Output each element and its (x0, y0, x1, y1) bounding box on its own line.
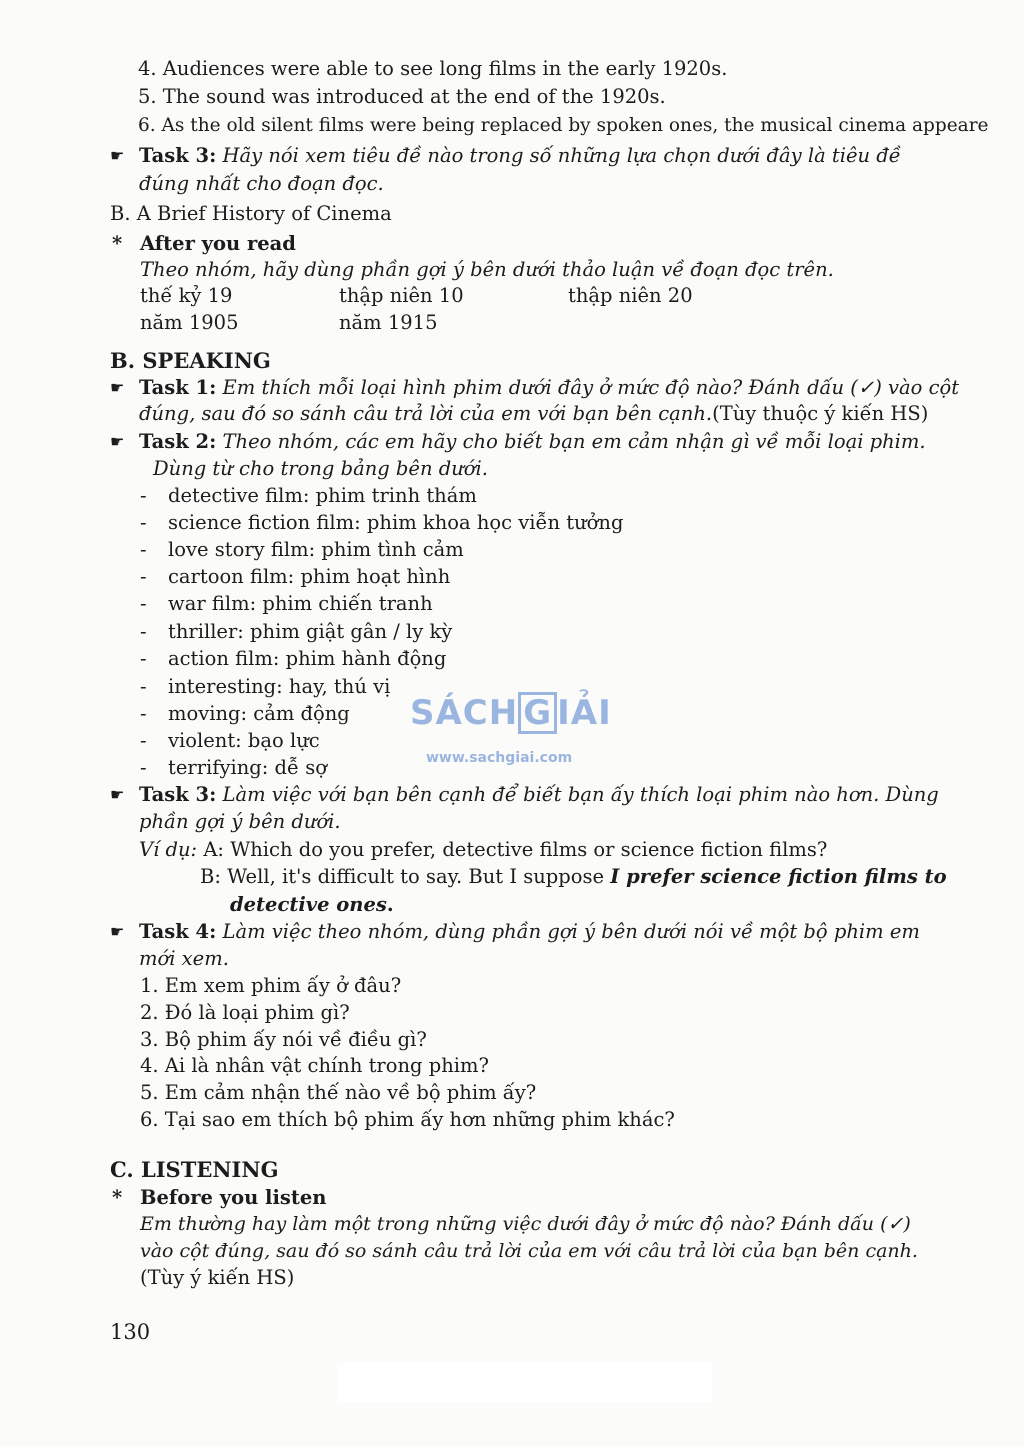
speaking-task1-text2: đúng, sau đó so sánh câu trả lời của em với bạn bên cạnh. (139, 402, 713, 425)
watermark-url: www.sachgiai.com (426, 750, 573, 766)
listening-heading: C. LISTENING (110, 1157, 279, 1182)
listening-instruction-line1: Em thường hay làm một trong những việc dưới đây ở mức độ nào? Đánh dấu (✓) (140, 1213, 911, 1235)
vocab-item: science fiction film: phim khoa học viễn tưởng (168, 511, 624, 534)
after-read-instruction: Theo nhóm, hãy dùng phần gợi ý bên dưới thảo luận về đoạn đọc trên. (140, 258, 834, 281)
speaking-task3-line1 (139, 782, 939, 808)
speaking-task2-line2: Dùng từ cho trong bảng bên dưới. (153, 457, 488, 480)
speaking-task4-line1 (139, 919, 920, 945)
reading-task3-line1 (139, 143, 901, 169)
vocab-item: violent: bạo lực (168, 729, 320, 752)
listening-note: (Tùy ý kiến HS) (140, 1266, 295, 1289)
example-b-line2 (230, 892, 394, 918)
dash-bullet: - (140, 592, 147, 615)
pointing-hand-icon: ☛ (110, 378, 125, 397)
pointing-hand-icon: ☛ (110, 922, 125, 941)
dash-bullet: - (140, 675, 147, 698)
reading-task3-text: Hãy nói xem tiêu đề nào trong số những lựa chọn dưới đây là tiêu đề (222, 144, 901, 167)
dash-bullet: - (140, 729, 147, 752)
speaking-task1-note: (Tùy thuộc ý kiến HS) (712, 402, 929, 425)
vocab-item: cartoon film: phim hoạt hình (168, 565, 451, 588)
question-item: 5. Em cảm nhận thế nào về bộ phim ấy? (140, 1081, 537, 1104)
speaking-task2-text: Theo nhóm, các em hãy cho biết bạn em cảm nhận gì về mỗi loại phim. (222, 430, 926, 453)
vocab-item: war film: phim chiến tranh (168, 592, 433, 615)
star-bullet-icon: * (112, 1186, 123, 1209)
question-item: 6. Tại sao em thích bộ phim ấy hơn những phim khác? (140, 1108, 675, 1131)
speaking-task1-text: Em thích mỗi loại hình phim dưới đây ở mức độ nào? Đánh dấu (✓) vào cột (222, 376, 960, 399)
question-item: 3. Bộ phim ấy nói về điều gì? (140, 1028, 427, 1051)
dash-bullet: - (140, 647, 147, 670)
speaking-task4-line2: mới xem. (139, 947, 229, 970)
dash-bullet: - (140, 538, 147, 561)
star-bullet-icon: * (112, 232, 123, 255)
listening-instruction-line2: vào cột đúng, sau đó so sánh câu trả lời của em với câu trả lời của bạn bên cạnh. (140, 1240, 918, 1262)
speaking-task2-label: Task 2: (139, 430, 217, 453)
reading-task3-answer: B. A Brief History of Cinema (110, 202, 392, 225)
dash-bullet: - (140, 756, 147, 779)
speaking-task3-label: Task 3: (139, 783, 217, 806)
watermark-logo-g: G (518, 692, 557, 734)
vocab-item: terrifying: dễ sợ (168, 756, 327, 779)
watermark-logo-right: IẢI (557, 693, 612, 733)
reading-task3-line2: đúng nhất cho đoạn đọc. (139, 172, 384, 195)
vocab-item: action film: phim hành động (168, 647, 447, 670)
speaking-heading: B. SPEAKING (110, 348, 271, 373)
watermark-logo-text (410, 692, 612, 734)
watermark-logo-left: SÁCH (410, 693, 519, 733)
cue: thập niên 20 (568, 284, 693, 307)
example-b-line (200, 864, 947, 890)
dash-bullet: - (140, 565, 147, 588)
vocab-item: love story film: phim tình cảm (168, 538, 464, 561)
speaking-task3-line2: phần gợi ý bên dưới. (139, 810, 341, 833)
vocab-item: interesting: hay, thú vị (168, 675, 391, 698)
vocab-item: thriller: phim giật gân / ly kỳ (168, 620, 453, 643)
dash-bullet: - (140, 511, 147, 534)
vocab-item: moving: cảm động (168, 702, 350, 725)
dash-bullet: - (140, 702, 147, 725)
before-listen-title: Before you listen (140, 1186, 327, 1209)
dash-bullet: - (140, 620, 147, 643)
example-b-text: B: Well, it's difficult to say. But I suppose (200, 865, 611, 888)
question-item: 2. Đó là loại phim gì? (140, 1001, 350, 1024)
page-number: 130 (110, 1320, 151, 1344)
example-b-period: . (386, 893, 394, 916)
example-b-answer2: detective ones (230, 893, 387, 916)
example-label: Ví dụ: (139, 838, 198, 861)
pointing-hand-icon: ☛ (110, 432, 125, 451)
vocab-item: detective film: phim trinh thám (168, 484, 477, 507)
reading-item-4: 4. Audiences were able to see long films in the early 1920s. (138, 57, 728, 80)
question-item: 4. Ai là nhân vật chính trong phim? (140, 1054, 489, 1077)
example-a-line (139, 837, 827, 863)
example-a-text: A: Which do you prefer, detective films or science fiction films? (203, 838, 828, 861)
cue: năm 1905 (140, 311, 239, 334)
dash-bullet: - (140, 484, 147, 507)
reading-item-6: 6. As the old silent films were being replaced by spoken ones, the musical cinema appeare (138, 115, 989, 136)
reading-item-5: 5. The sound was introduced at the end of the 1920s. (138, 85, 666, 108)
speaking-task3-text: Làm việc với bạn bên cạnh để biết bạn ấy thích loại phim nào hơn. Dùng (222, 783, 939, 806)
speaking-task1-line1 (139, 375, 959, 401)
watermark-logo (410, 672, 620, 772)
cue: thế kỷ 19 (140, 284, 233, 307)
blank-box (337, 1363, 712, 1403)
speaking-task2-line1 (139, 429, 926, 455)
cue: năm 1915 (339, 311, 438, 334)
after-read-title: After you read (140, 232, 296, 255)
pointing-hand-icon: ☛ (110, 146, 125, 165)
speaking-task4-label: Task 4: (139, 920, 217, 943)
cue: thập niên 10 (339, 284, 464, 307)
reading-task3-label: Task 3: (139, 144, 217, 167)
speaking-task4-text: Làm việc theo nhóm, dùng phần gợi ý bên dưới nói về một bộ phim em (222, 920, 920, 943)
pointing-hand-icon: ☛ (110, 785, 125, 804)
example-b-answer: I prefer science fiction films to (610, 865, 947, 888)
question-item: 1. Em xem phim ấy ở đâu? (140, 974, 402, 997)
speaking-task1-line2 (139, 401, 928, 427)
speaking-task1-label: Task 1: (139, 376, 217, 399)
